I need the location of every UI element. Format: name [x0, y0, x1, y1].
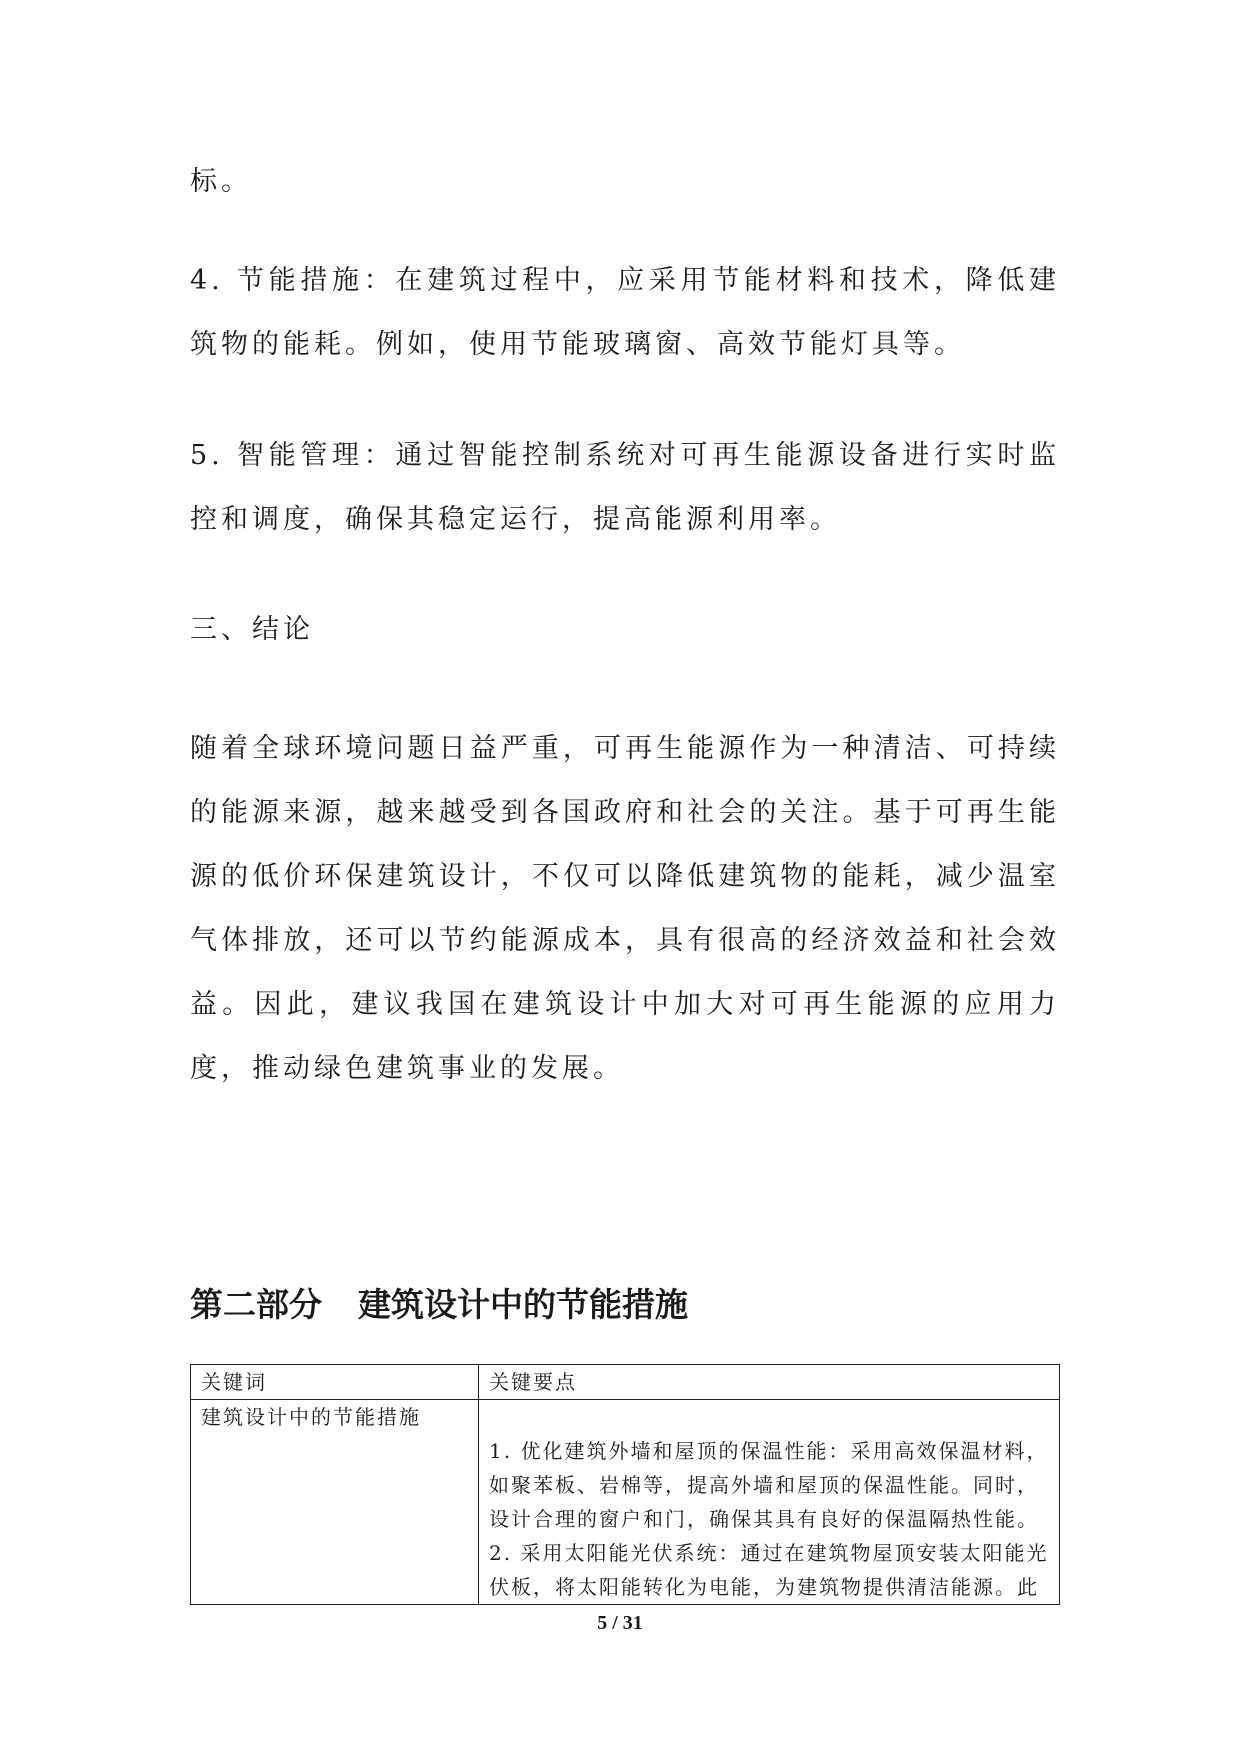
table-row	[191, 1400, 1060, 1605]
header-keyword: 关键词	[191, 1365, 479, 1400]
key-point-1: 1. 优化建筑外墙和屋顶的保温性能：采用高效保温材料，如聚苯板、岩棉等，提高外墙和屋顶的保温性能。同时，设计合理的窗户和门，确保其具有良好的保温隔热性能。	[489, 1439, 1049, 1531]
paragraph-conclusion: 随着全球环境问题日益严重，可再生能源作为一种清洁、可持续的能源来源，越来越受到各国政府和社会的关注。基于可再生能源的低价环保建筑设计，不仅可以降低建筑物的能耗，减少温室气体排放，还可以节约能源成本，具有很高的经济效益和社会效益。因此，建议我国在建筑设计中加大对可再生能源的应用力度，推动绿色建筑事业的发展。	[190, 733, 1060, 1084]
part-label: 第二部分	[190, 1285, 322, 1324]
part-heading	[190, 1280, 1060, 1330]
page-number: 5 / 31	[597, 1612, 643, 1634]
header-key-points: 关键要点	[479, 1365, 1060, 1400]
paragraph-item-5: 5. 智能管理：通过智能控制系统对可再生能源设备进行实时监控和调度，确保其稳定运行，提高能源利用率。	[190, 440, 1060, 535]
paragraph-item-4: 4. 节能措施：在建筑过程中，应采用节能材料和技术，降低建筑物的能耗。例如，使用节能玻璃窗、高效节能灯具等。	[190, 265, 1060, 360]
cell-keyword: 建筑设计中的节能措施	[191, 1400, 479, 1605]
paragraph-tail: 标。	[190, 166, 252, 197]
table-header-row	[191, 1365, 1060, 1400]
key-points-table	[190, 1364, 1060, 1605]
key-point-2: 2. 采用太阳能光伏系统：通过在建筑物屋顶安装太阳能光伏板，将太阳能转化为电能，为建筑物提供清洁能源。此	[489, 1541, 1049, 1599]
cell-key-points	[479, 1400, 1060, 1605]
part-title: 建筑设计中的节能措施	[358, 1285, 688, 1324]
section-title-conclusion: 三、结论	[190, 614, 314, 645]
